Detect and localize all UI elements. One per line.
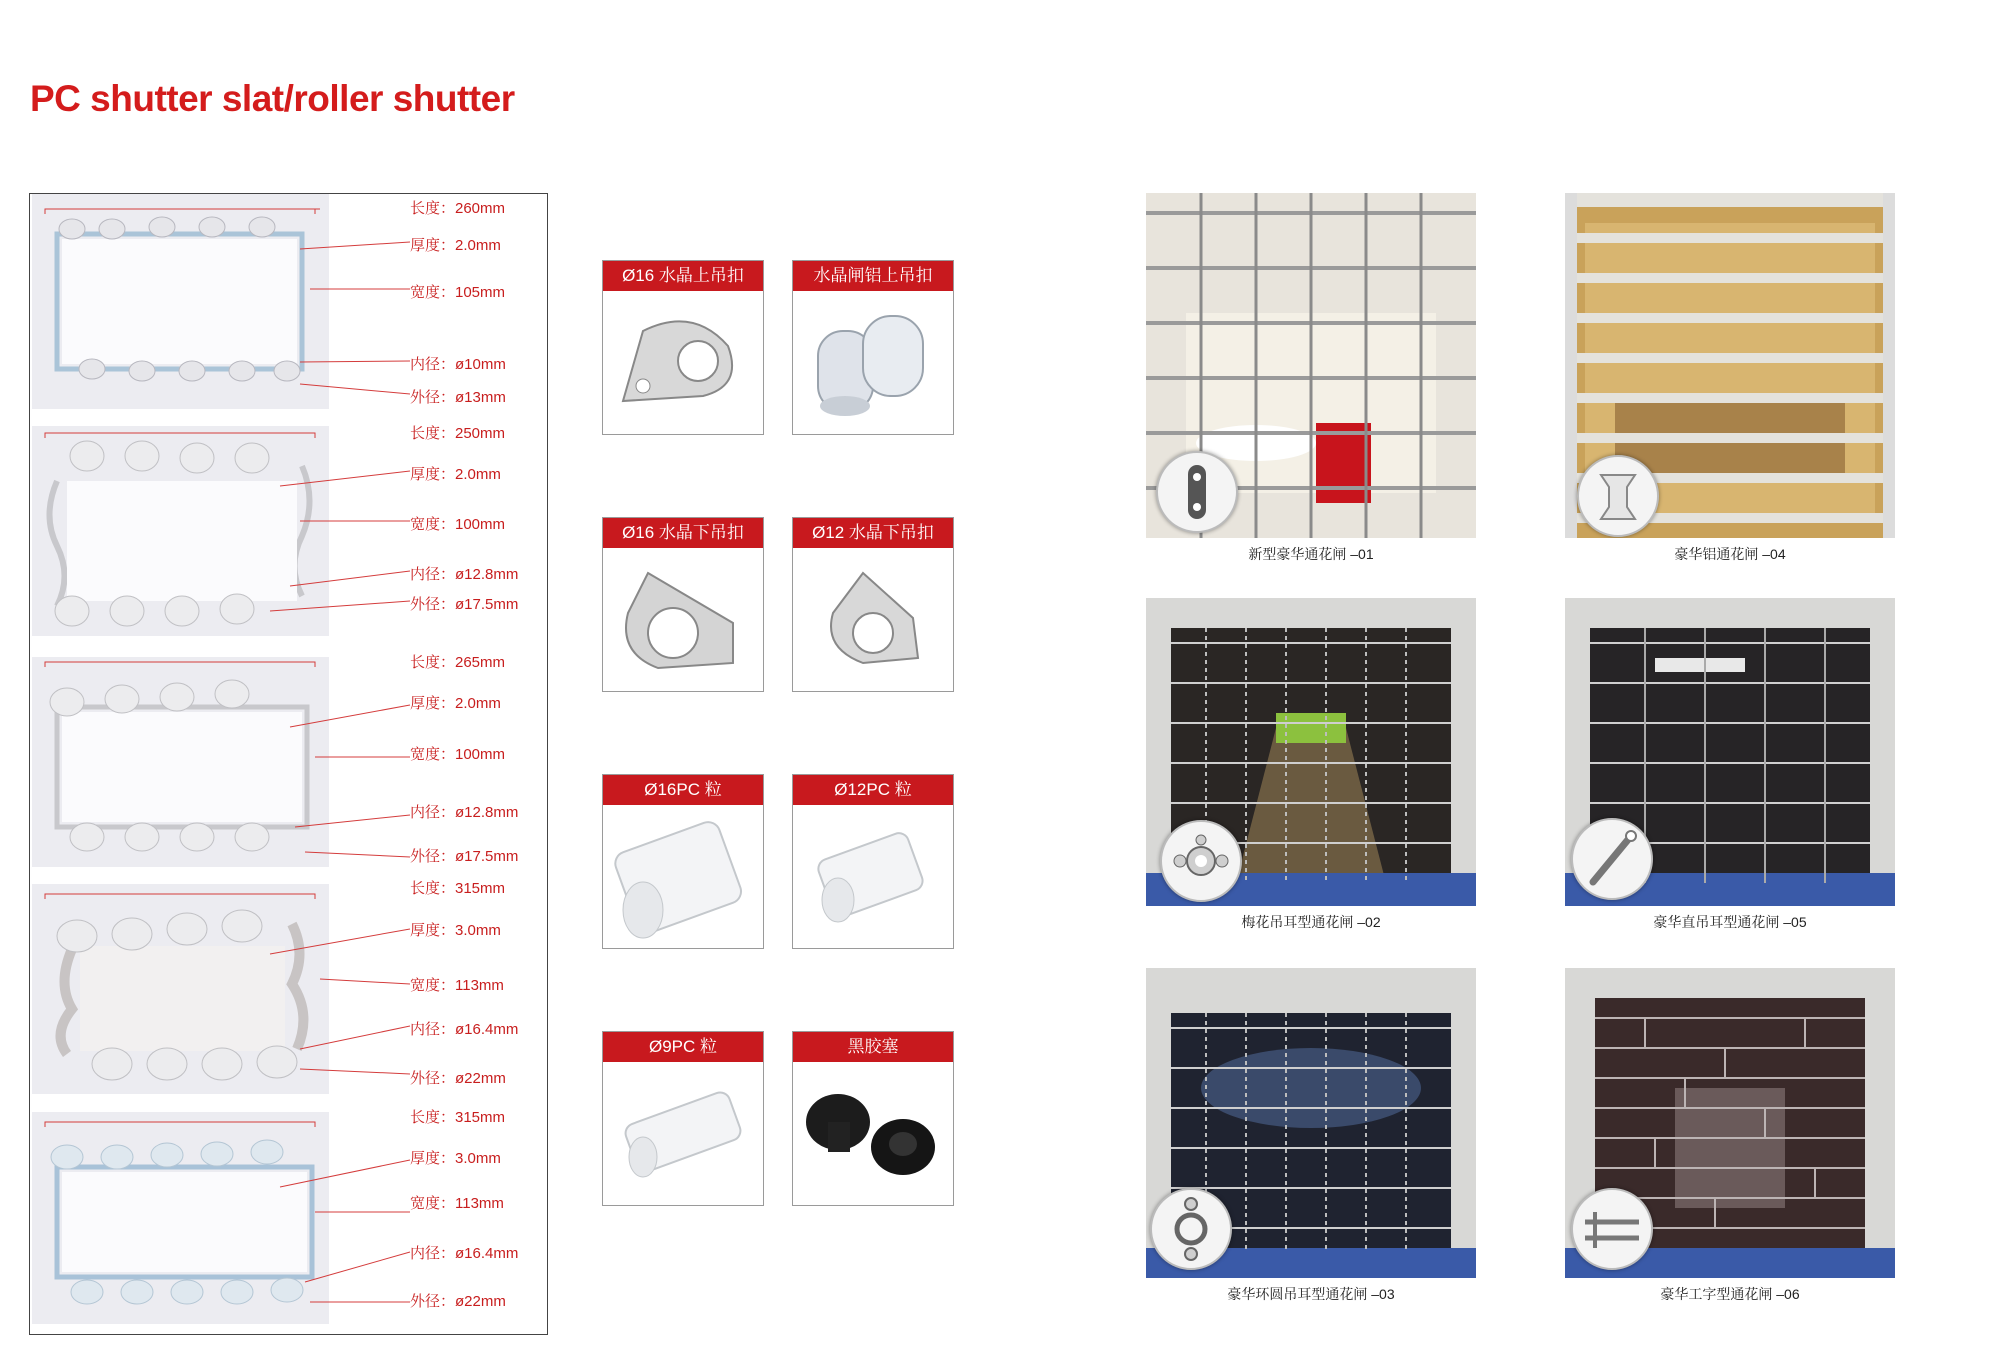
slat-2-inner-diameter: 内径：ø12.8mm — [410, 566, 519, 583]
accessory-card-3 — [602, 517, 764, 692]
slat-profile-4 — [30, 880, 547, 1099]
pc-tube-icon — [603, 805, 763, 948]
accessory-label: Ø12PC 粒 — [793, 775, 953, 805]
door-image — [1146, 968, 1476, 1278]
accessory-label: 黑胶塞 — [793, 1032, 953, 1062]
accessory-label: Ø16 水晶下吊扣 — [603, 518, 763, 548]
slat-3-width: 宽度：100mm — [410, 746, 506, 763]
accessory-card-5 — [602, 774, 764, 949]
lower-hanger-buckle-icon — [603, 548, 763, 691]
door-caption: 豪华铝通花闸 –04 — [1674, 546, 1786, 562]
slat-profile-2 — [30, 426, 547, 641]
door-caption: 豪华工字型通花闸 –06 — [1660, 1286, 1800, 1302]
slat-5-thickness: 厚度：3.0mm — [410, 1150, 501, 1167]
slat-5-length: 长度：315mm — [410, 1109, 506, 1126]
accessory-card-8 — [792, 1031, 954, 1206]
door-caption: 新型豪华通花闸 –01 — [1248, 546, 1374, 562]
page-title: PC shutter slat/roller shutter — [30, 78, 515, 119]
slat-profile-5 — [30, 1109, 547, 1327]
accessory-card-2 — [792, 260, 954, 435]
pc-tube-small-icon — [793, 805, 953, 948]
slat-4-length: 长度：315mm — [410, 880, 506, 897]
door-caption: 豪华环圆吊耳型通花闸 –03 — [1227, 1286, 1395, 1302]
accessory-label: Ø16PC 粒 — [603, 775, 763, 805]
door-photo-04 — [1565, 193, 1895, 564]
slat-spec-panel — [29, 193, 548, 1335]
upper-hanger-buckle-icon — [603, 291, 763, 434]
door-photo-06 — [1565, 968, 1895, 1304]
slat-3-inner-diameter: 内径：ø12.8mm — [410, 804, 519, 821]
accessory-label: Ø12 水晶下吊扣 — [793, 518, 953, 548]
slat-1-inner-diameter: 内径：ø10mm — [410, 356, 506, 373]
accessory-card-4 — [792, 517, 954, 692]
slat-4-thickness: 厚度：3.0mm — [410, 922, 501, 939]
i-beam-hanger-icon — [1571, 1188, 1653, 1270]
door-image — [1565, 598, 1895, 906]
slat-4-outer-diameter: 外径：ø22mm — [410, 1070, 506, 1087]
slat-1-width: 宽度：105mm — [410, 284, 506, 301]
door-image — [1565, 193, 1895, 538]
slat-3-thickness: 厚度：2.0mm — [410, 695, 501, 712]
door-caption: 梅花吊耳型通花闸 –02 — [1241, 914, 1381, 930]
small-lower-hanger-icon — [793, 548, 953, 691]
slat-3-length: 长度：265mm — [410, 654, 506, 671]
slat-1-length: 长度：260mm — [410, 200, 506, 217]
slat-2-width: 宽度：100mm — [410, 516, 506, 533]
door-photo-02 — [1146, 598, 1476, 932]
straight-hanger-icon — [1571, 818, 1653, 900]
accessory-card-1 — [602, 260, 764, 435]
accessory-label: 水晶闸铝上吊扣 — [793, 261, 953, 291]
slat-3-outer-diameter: 外径：ø17.5mm — [410, 848, 519, 865]
slat-5-outer-diameter: 外径：ø22mm — [410, 1293, 506, 1310]
plum-blossom-hanger-icon — [1160, 820, 1242, 902]
slat-5-width: 宽度：113mm — [410, 1195, 504, 1212]
slat-4-inner-diameter: 内径：ø16.4mm — [410, 1021, 519, 1038]
door-photo-03 — [1146, 968, 1476, 1304]
door-image — [1565, 968, 1895, 1278]
accessory-card-7 — [602, 1031, 764, 1206]
slat-profile-1 — [30, 194, 547, 409]
pc-tube-tiny-icon — [603, 1062, 763, 1205]
aluminum-hanger-icon — [793, 291, 953, 434]
door-photo-01 — [1146, 193, 1476, 564]
door-photo-05 — [1565, 598, 1895, 932]
door-image — [1146, 598, 1476, 906]
slat-5-inner-diameter: 内径：ø16.4mm — [410, 1245, 519, 1262]
slat-1-thickness: 厚度：2.0mm — [410, 237, 501, 254]
black-rubber-plug-icon — [793, 1062, 953, 1205]
ring-hanger-icon — [1150, 1188, 1232, 1270]
door-image — [1146, 193, 1476, 538]
slat-2-outer-diameter: 外径：ø17.5mm — [410, 596, 519, 613]
accessory-label: Ø9PC 粒 — [603, 1032, 763, 1062]
door-caption: 豪华直吊耳型通花闸 –05 — [1653, 914, 1807, 930]
slat-2-length: 长度：250mm — [410, 425, 506, 442]
slat-profile-3 — [30, 654, 547, 872]
accessory-card-6 — [792, 774, 954, 949]
slat-4-width: 宽度：113mm — [410, 977, 504, 994]
accessory-label: Ø16 水晶上吊扣 — [603, 261, 763, 291]
aluminum-slat-icon — [1577, 455, 1659, 537]
slat-1-outer-diameter: 外径：ø13mm — [410, 389, 506, 406]
hanger-detail-icon — [1156, 451, 1238, 533]
slat-2-thickness: 厚度：2.0mm — [410, 466, 501, 483]
